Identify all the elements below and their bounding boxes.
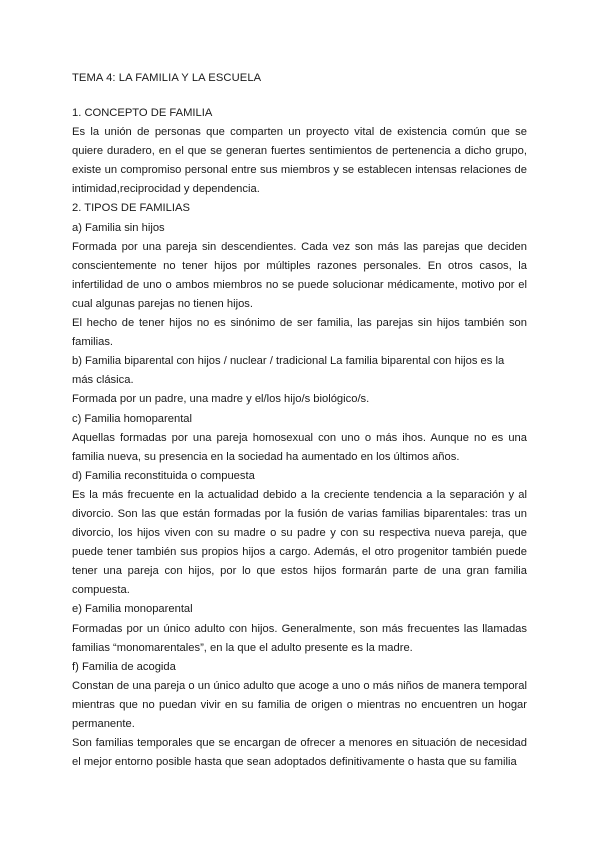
- subheading-biparental: b) Familia biparental con hijos / nuclear / tradicional La familia biparental con hijos es la más clásica.: [72, 355, 505, 387]
- document-body: [72, 104, 527, 772]
- document-title: TEMA 4: LA FAMILIA Y LA ESCUELA: [72, 72, 262, 84]
- section-heading-concepto: 1. CONCEPTO DE FAMILIA: [72, 107, 213, 119]
- subheading-sin-hijos: a) Familia sin hijos: [72, 221, 165, 234]
- paragraph-acogida-2: Son familias temporales que se encargan de ofrecer a menores en situación de necesidad el mejor entorno posible hasta que sean adoptados definitivamente o hasta que su familia: [72, 737, 527, 769]
- paragraph-concepto: Es la unión de personas que comparten un proyecto vital de existencia común que se quiere duradero, en el que se generan fuertes sentimientos de pertenencia a dicho grupo, existe un compromiso personal entre sus miembros y se establecen intensas relaciones de intimidad,reciprocidad y dependencia.: [72, 126, 527, 196]
- paragraph-sin-hijos-1: Formada por una pareja sin descendientes. Cada vez son más las parejas que deciden conscientemente no tener hijos por múltiples razones personales. En otros casos, la infertilidad de uno o ambos miembros no se puede solucionar médicamente, motivo por el cual algunas parejas no tienen hijos.: [72, 240, 527, 310]
- paragraph-acogida-1: Constan de una pareja o un único adulto que acoge a uno o más niños de manera temporal mientras que no puedan vivir en su familia de origen o mientras no encuentren un hogar permanente.: [72, 679, 527, 730]
- paragraph-monoparental: Formadas por un único adulto con hijos. Generalmente, son más frecuentes las llamadas familias “monomarentales”, en la que el adulto presente es la madre.: [72, 622, 527, 654]
- paragraph-biparental: Formada por un padre, una madre y el/los hijo/s biológico/s.: [72, 393, 370, 406]
- subheading-acogida: f) Familia de acogida: [72, 660, 176, 673]
- subheading-homoparental: c) Familia homoparental: [72, 412, 193, 425]
- paragraph-sin-hijos-2: El hecho de tener hijos no es sinónimo de ser familia, las parejas sin hijos también son familias.: [72, 317, 527, 349]
- subheading-reconstituida: d) Familia reconstituida o compuesta: [72, 469, 255, 482]
- paragraph-reconstituida: Es la más frecuente en la actualidad debido a la creciente tendencia a la separación y al divorcio. Son las que están formadas por la fusión de varias familias biparentales: tras un divorcio, los hijos viven con su madre o su padre y con su respectiva nueva pareja, que puede tener también sus propios hijos a cargo. Además, el otro progenitor también puede tener una pareja con hijos, por lo que estos hijos formarán parte de una gran familia compuesta.: [72, 488, 527, 597]
- subheading-monoparental: e) Familia monoparental: [72, 603, 193, 616]
- paragraph-homoparental: Aquellas formadas por una pareja homosexual con uno o más ihos. Aunque no es una familia nueva, su presencia en la sociedad ha aumentado en los últimos años.: [72, 431, 527, 463]
- section-heading-tipos: 2. TIPOS DE FAMILIAS: [72, 202, 190, 215]
